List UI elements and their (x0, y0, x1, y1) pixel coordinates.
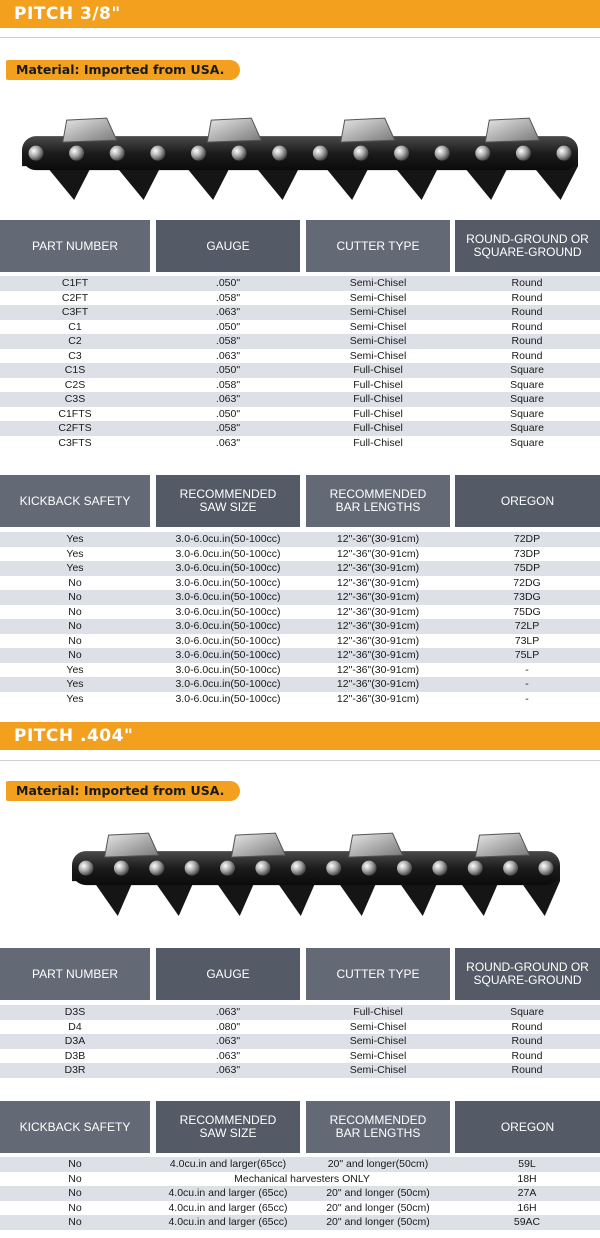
header-cell: CUTTER TYPE (306, 220, 450, 272)
table-cell: Full-Chisel (353, 407, 403, 420)
table-cell: Full-Chisel (353, 436, 403, 449)
table-cell: Full-Chisel (353, 422, 403, 434)
table-cell: .063" (215, 1006, 241, 1018)
table-row (0, 1034, 600, 1049)
divider (0, 37, 600, 38)
table-cell: .063" (215, 306, 241, 318)
table-cell: Mechanical harvesters ONLY (234, 1172, 370, 1185)
table-cell: No (68, 620, 82, 632)
table-cell: - (525, 692, 529, 705)
table-cell: 27A (517, 1187, 537, 1199)
table-cell: .050" (215, 320, 241, 333)
pitch-title: PITCH .404" (14, 726, 134, 746)
table-cell: Yes (66, 547, 84, 560)
table-cell: .080" (215, 1020, 241, 1033)
table-cell: C2S (64, 378, 86, 391)
table-cell: 12"-36"(30-91cm) (336, 576, 420, 589)
table-cell: 4.0cu.in and larger (65cc) (168, 1216, 288, 1228)
table-cell: 3.0-6.0cu.in(50-100cc) (175, 562, 281, 574)
table-cell: C1FT (61, 277, 89, 289)
table-row (0, 1172, 600, 1187)
table-cell: Yes (66, 678, 84, 690)
table-cell: C2 (68, 335, 82, 347)
table-cell: D4 (68, 1020, 82, 1033)
table-row (0, 407, 600, 422)
table-header (0, 475, 600, 527)
table-row (0, 1215, 600, 1230)
saw-chain-image (22, 112, 578, 204)
pitch-banner (0, 722, 600, 750)
table-cell: No (68, 576, 82, 589)
table-cell: Full-Chisel (353, 364, 403, 376)
table-cell: .058" (215, 378, 241, 391)
table-cell: 3.0-6.0cu.in(50-100cc) (175, 620, 281, 632)
header-cell: GAUGE (156, 948, 300, 1000)
table-cell: C3FT (61, 306, 89, 318)
table-row (0, 320, 600, 335)
table-cell: Semi-Chisel (349, 277, 407, 289)
table-cell: D3S (64, 1006, 86, 1018)
table-cell: C2FT (61, 291, 89, 304)
table-cell: Semi-Chisel (349, 1049, 407, 1062)
table-cell: Semi-Chisel (349, 1020, 407, 1033)
table-cell: Square (510, 1006, 544, 1018)
table-cell: 12"-36"(30-91cm) (336, 547, 420, 560)
table-cell: No (68, 1187, 82, 1199)
table-cell: 12"-36"(30-91cm) (336, 533, 420, 545)
saw-chain-image (72, 826, 560, 920)
table-row (0, 363, 600, 378)
table-row (0, 1005, 600, 1020)
table-row (0, 576, 600, 591)
table-cell: 12"-36"(30-91cm) (336, 605, 420, 618)
table-cell: 3.0-6.0cu.in(50-100cc) (175, 605, 281, 618)
table-cell: 12"-36"(30-91cm) (336, 634, 420, 647)
header-cell: OREGON (455, 1101, 600, 1153)
table-cell: No (68, 1158, 82, 1170)
table-cell: .063" (215, 393, 241, 405)
table-cell: 3.0-6.0cu.in(50-100cc) (175, 547, 281, 560)
table-cell: 59AC (513, 1216, 541, 1228)
table-cell: Full-Chisel (353, 1006, 403, 1018)
table-cell: Semi-Chisel (349, 349, 407, 362)
table-cell: 20" and longer (50cm) (326, 1187, 430, 1199)
table-cell: Round (511, 306, 543, 318)
table-cell: Round (511, 335, 543, 347)
table-cell: - (525, 663, 529, 676)
table-cell: 3.0-6.0cu.in(50-100cc) (175, 678, 281, 690)
table-cell: 20" and longer (50cm) (326, 1201, 430, 1214)
table-cell: .058" (215, 291, 241, 304)
table-cell: 3.0-6.0cu.in(50-100cc) (175, 576, 281, 589)
table-cell: Square (510, 422, 544, 434)
table-cell: 73DP (513, 547, 541, 560)
header-cell: RECOMMENDED BAR LENGTHS (306, 1101, 450, 1153)
table-cell: Round (511, 1020, 543, 1033)
table-cell: 73DG (513, 591, 541, 603)
header-cell: KICKBACK SAFETY (0, 475, 150, 527)
table-cell: .058" (215, 335, 241, 347)
material-label: Material: Imported from USA. (6, 781, 240, 801)
table-cell: 3.0-6.0cu.in(50-100cc) (175, 692, 281, 705)
table-row (0, 334, 600, 349)
table-cell: Yes (66, 533, 84, 545)
table-cell: 12"-36"(30-91cm) (336, 562, 420, 574)
table-cell: No (68, 591, 82, 603)
table-cell: Yes (66, 562, 84, 574)
pitch-title: PITCH 3/8" (14, 4, 121, 24)
table-cell: Round (511, 320, 543, 333)
table-row (0, 305, 600, 320)
table-cell: 4.0cu.in and larger (65cc) (168, 1187, 288, 1199)
header-cell: PART NUMBER (0, 220, 150, 272)
table-cell: 12"-36"(30-91cm) (336, 692, 420, 705)
table-cell: C3FTS (58, 436, 92, 449)
table-cell: Full-Chisel (353, 393, 403, 405)
material-label: Material: Imported from USA. (6, 60, 240, 80)
table-cell: C1FTS (58, 407, 92, 420)
table-cell: .050" (215, 277, 241, 289)
table-cell: .063" (215, 436, 241, 449)
table-row (0, 677, 600, 692)
table-cell: .063" (215, 1064, 241, 1076)
table-cell: Square (510, 436, 544, 449)
header-cell: KICKBACK SAFETY (0, 1101, 150, 1153)
table-cell: Round (511, 1035, 543, 1047)
table-cell: No (68, 1216, 82, 1228)
table-cell: D3A (64, 1035, 86, 1047)
divider (0, 760, 600, 761)
table-row (0, 692, 600, 707)
table-cell: 12"-36"(30-91cm) (336, 678, 420, 690)
table-cell: 4.0cu.in and larger (65cc) (168, 1201, 288, 1214)
table-row (0, 547, 600, 562)
table-cell: Semi-Chisel (349, 1064, 407, 1076)
table-header (0, 1101, 600, 1153)
saw-table-body (0, 532, 600, 706)
table-cell: .058" (215, 422, 241, 434)
table-cell: .050" (215, 407, 241, 420)
table-cell: - (525, 678, 529, 690)
table-cell: D3R (64, 1064, 86, 1076)
header-cell: PART NUMBER (0, 948, 150, 1000)
table-cell: Semi-Chisel (349, 291, 407, 304)
table-cell: .063" (215, 1049, 241, 1062)
table-cell: .063" (215, 349, 241, 362)
table-cell: 3.0-6.0cu.in(50-100cc) (175, 634, 281, 647)
table-cell: Round (511, 291, 543, 304)
table-cell: No (68, 1172, 82, 1185)
table-cell: Full-Chisel (353, 378, 403, 391)
pitch-banner (0, 0, 600, 28)
table-cell: 73LP (514, 634, 540, 647)
table-cell: 4.0cu.in and larger(65cc) (169, 1158, 287, 1170)
table-cell: Semi-Chisel (349, 335, 407, 347)
table-cell: Semi-Chisel (349, 1035, 407, 1047)
table-cell: 12"-36"(30-91cm) (336, 620, 420, 632)
table-cell: No (68, 634, 82, 647)
table-cell: C3S (64, 393, 86, 405)
table-cell: No (68, 649, 82, 661)
table-cell: 3.0-6.0cu.in(50-100cc) (175, 533, 281, 545)
table-row (0, 276, 600, 291)
header-cell: CUTTER TYPE (306, 948, 450, 1000)
table-row (0, 421, 600, 436)
table-cell: Round (511, 1049, 543, 1062)
table-cell: 20" and longer(50cm) (327, 1158, 429, 1170)
table-cell: 75DG (513, 605, 541, 618)
table-cell: 12"-36"(30-91cm) (336, 591, 420, 603)
table-cell: 12"-36"(30-91cm) (336, 649, 420, 661)
table-row (0, 436, 600, 451)
table-cell: .063" (215, 1035, 241, 1047)
table-row (0, 605, 600, 620)
saw-table-body (0, 1157, 600, 1230)
table-header (0, 948, 600, 1000)
table-row (0, 392, 600, 407)
table-row (0, 590, 600, 605)
table-cell: 18H (517, 1172, 537, 1185)
table-row (0, 349, 600, 364)
parts-table-body (0, 276, 600, 450)
table-cell: 75LP (514, 649, 540, 661)
table-cell: Round (511, 1064, 543, 1076)
table-cell: Semi-Chisel (349, 306, 407, 318)
table-cell: Square (510, 378, 544, 391)
table-cell: 16H (517, 1201, 537, 1214)
table-row (0, 648, 600, 663)
header-cell: OREGON (455, 475, 600, 527)
table-row (0, 1186, 600, 1201)
table-row (0, 532, 600, 547)
header-cell: RECOMMENDED SAW SIZE (156, 475, 300, 527)
header-cell: ROUND-GROUND OR SQUARE-GROUND (455, 948, 600, 1000)
header-cell: RECOMMENDED SAW SIZE (156, 1101, 300, 1153)
table-cell: D3B (64, 1049, 86, 1062)
table-row (0, 291, 600, 306)
table-cell: 72DG (513, 576, 541, 589)
table-cell: Square (510, 364, 544, 376)
table-cell: C2FTS (58, 422, 92, 434)
table-cell: Square (510, 393, 544, 405)
table-cell: Round (511, 349, 543, 362)
table-cell: 20" and longer (50cm) (326, 1216, 430, 1228)
header-cell: ROUND-GROUND OR SQUARE-GROUND (455, 220, 600, 272)
table-cell: 59L (518, 1158, 536, 1170)
table-row (0, 1049, 600, 1064)
table-cell: Semi-Chisel (349, 320, 407, 333)
table-cell: No (68, 605, 82, 618)
header-cell: RECOMMENDED BAR LENGTHS (306, 475, 450, 527)
table-cell: C1S (64, 364, 86, 376)
table-row (0, 1020, 600, 1035)
table-row (0, 1201, 600, 1216)
table-row (0, 634, 600, 649)
table-cell: Round (511, 277, 543, 289)
table-cell: 72DP (513, 533, 541, 545)
table-cell: Square (510, 407, 544, 420)
table-row (0, 1157, 600, 1172)
table-row (0, 619, 600, 634)
table-cell: C3 (68, 349, 82, 362)
table-cell: 12"-36"(30-91cm) (336, 663, 420, 676)
table-cell: Yes (66, 663, 84, 676)
table-cell: 3.0-6.0cu.in(50-100cc) (175, 591, 281, 603)
table-row (0, 561, 600, 576)
parts-table-body (0, 1005, 600, 1078)
table-cell: .050" (215, 364, 241, 376)
table-row (0, 1063, 600, 1078)
table-cell: Yes (66, 692, 84, 705)
header-cell: GAUGE (156, 220, 300, 272)
table-cell: C1 (68, 320, 82, 333)
table-cell: 75DP (513, 562, 541, 574)
table-row (0, 663, 600, 678)
table-cell: No (68, 1201, 82, 1214)
table-cell: 3.0-6.0cu.in(50-100cc) (175, 649, 281, 661)
table-row (0, 378, 600, 393)
table-header (0, 220, 600, 272)
table-cell: 72LP (514, 620, 540, 632)
table-cell: 3.0-6.0cu.in(50-100cc) (175, 663, 281, 676)
